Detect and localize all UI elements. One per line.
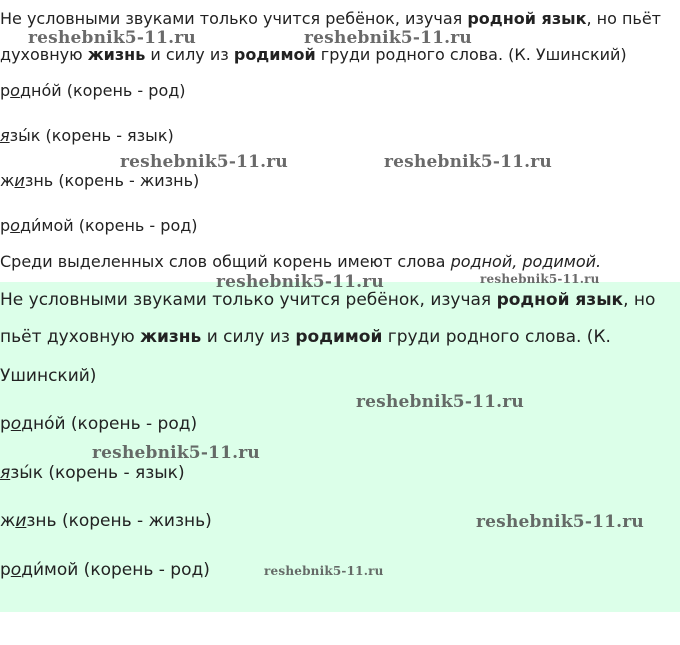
root-letter: я — [0, 463, 11, 483]
root-letter: о — [10, 414, 22, 434]
letter: ж — [0, 511, 16, 531]
letter: ж — [0, 171, 15, 190]
text-run: и силу из — [145, 45, 234, 64]
letter: р — [0, 560, 11, 580]
watermark: reshebnik5-11.ru — [356, 392, 524, 412]
text-run: знь (корень - жизнь) — [24, 171, 200, 190]
word-yazyk — [0, 461, 185, 485]
text-run: ди́мой (корень - род) — [19, 216, 198, 235]
bold-word: жизнь — [87, 45, 146, 64]
root-letter: я — [0, 126, 10, 145]
root-letter: о — [10, 216, 20, 235]
bold-word: жизнь — [140, 327, 202, 347]
highlighted-text-section — [0, 282, 680, 612]
text-run: груди родного слова. (К. — [382, 327, 611, 347]
text-run: Не условными звуками только учится ребёнок, изучая — [0, 290, 497, 310]
text-run: и силу из — [201, 327, 296, 347]
bold-word: родимой — [233, 45, 316, 64]
watermark: reshebnik5-11.ru — [384, 152, 552, 172]
letter: р — [0, 414, 11, 434]
watermark: reshebnik5-11.ru — [304, 28, 472, 48]
watermark: reshebnik5-11.ru — [264, 564, 384, 578]
root-letter: и — [14, 171, 25, 190]
word-rodnoy — [0, 79, 186, 102]
original-text-section — [0, 0, 680, 282]
quote-line-1 — [0, 7, 661, 30]
letters: днó — [19, 81, 52, 100]
word-zhizn — [0, 509, 212, 533]
text-run: груди родного слова. (К. Ушинский) — [315, 45, 627, 64]
watermark: reshebnik5-11.ru — [480, 272, 600, 286]
italic-words: родной, родимой. — [450, 252, 602, 271]
word-yazyk — [0, 124, 174, 147]
watermark: reshebnik5-11.ru — [28, 28, 196, 48]
word-rodimoy — [0, 214, 198, 237]
letter: р — [0, 216, 11, 235]
watermark: reshebnik5-11.ru — [92, 443, 260, 463]
text-run: , но — [623, 290, 656, 310]
text-run: й (корень - род) — [51, 81, 186, 100]
text-run: пьёт духовную — [0, 327, 141, 347]
text-run: , но пьёт — [586, 9, 661, 28]
text-run: днóй (корень - род) — [21, 414, 198, 434]
text-run: зы́к (корень - язык) — [9, 126, 174, 145]
text-run: духовную — [0, 45, 88, 64]
watermark: reshebnik5-11.ru — [216, 272, 384, 292]
root-letter: о — [10, 560, 22, 580]
word-rodnoy — [0, 412, 197, 436]
bold-word: родимой — [295, 327, 383, 347]
word-rodimoy — [0, 558, 210, 582]
root-letter: и — [15, 511, 27, 531]
text-run: зы́к (корень - язык) — [10, 463, 185, 483]
quote-line-3: Ушинский) — [0, 366, 97, 386]
word-zhizn — [0, 169, 199, 192]
text-run: Среди выделенных слов общий корень имеют слова — [0, 252, 451, 271]
text-run: знь (корень - жизнь) — [26, 511, 212, 531]
watermark: reshebnik5-11.ru — [120, 152, 288, 172]
text-run: ди́мой (корень - род) — [21, 560, 210, 580]
quote-line-2 — [0, 325, 611, 349]
text-run: Не условными звуками только учится ребёнок, изучая — [0, 9, 468, 28]
root-letter: о — [10, 81, 20, 100]
bold-phrase: родной язык — [496, 290, 624, 310]
letter: р — [0, 81, 11, 100]
watermark: reshebnik5-11.ru — [476, 512, 644, 532]
conclusion — [0, 250, 601, 273]
bold-phrase: родной язык — [467, 9, 587, 28]
